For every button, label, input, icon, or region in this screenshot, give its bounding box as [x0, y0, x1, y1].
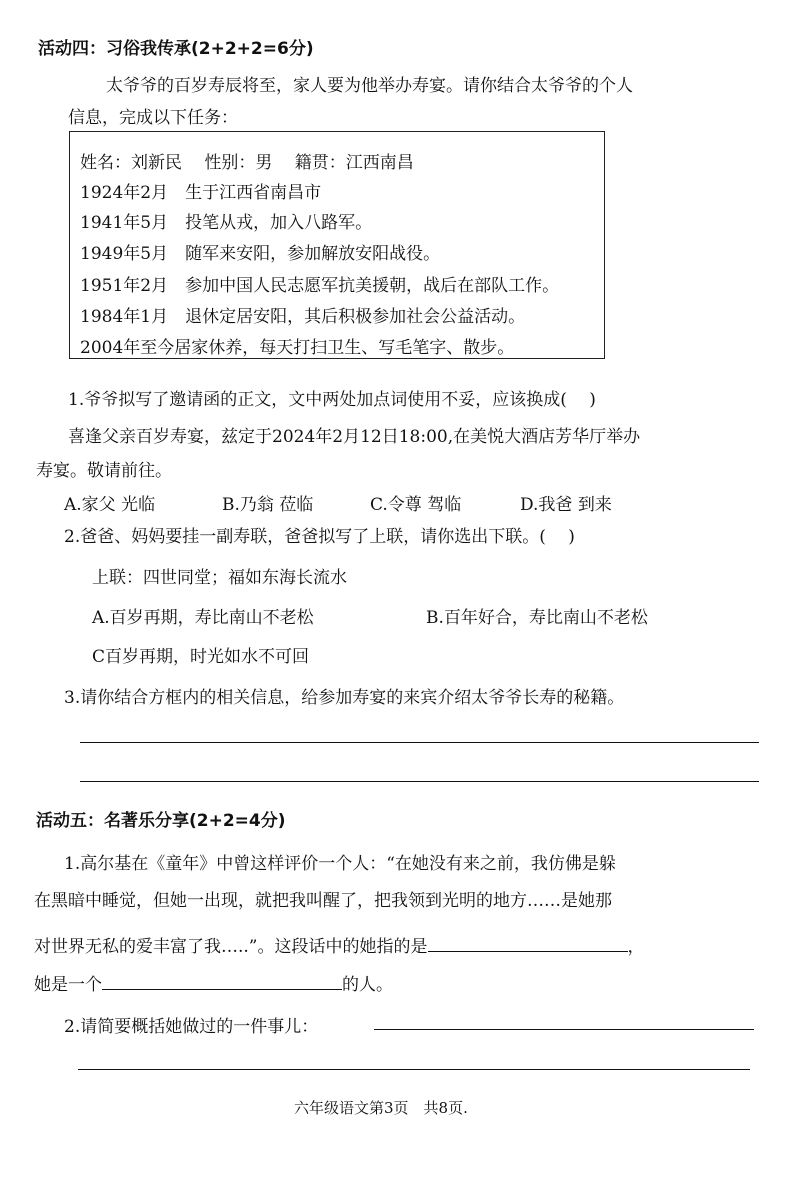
a5-q1-blank-trait[interactable] [102, 973, 342, 990]
a4-q2-option-b: B.百年好合，寿比南山不老松 [426, 608, 648, 628]
a5-q1-line3-text: 对世界无私的爱丰富了我…..”。这段话中的她指的是 [34, 937, 428, 957]
info-line-2004: 2004年至今居家休养，每天打扫卫生、写毛笔字、散步。 [80, 338, 515, 358]
info-line-1951: 1951年2月 参加中国人民志愿军抗美援朝，战后在部队工作。 [80, 276, 560, 296]
a4-q1-text-line1: 喜逢父亲百岁寿宴，兹定于2024年2月12日18:00,在美悦大酒店芳华厅举办 [68, 427, 641, 447]
a5-q2-answer-line-2[interactable] [78, 1069, 750, 1070]
a4-question-1: 1.爷爷拟写了邀请函的正文，文中两处加点词使用不妥，应该换成( ) [68, 390, 596, 410]
info-line-1949: 1949年5月 随军来安阳，参加解放安阳战役。 [80, 244, 441, 264]
a5-q1-blank-who[interactable] [428, 935, 628, 952]
a4-q1-option-b: B.乃翁 莅临 [222, 495, 314, 515]
a5-q1-line4-end: 的人。 [342, 975, 393, 995]
a5-q1-line4 [34, 970, 393, 995]
a4-q2-option-c: C百岁再期，时光如水不可回 [92, 647, 310, 667]
info-line-1984: 1984年1月 退休定居安阳，其后积极参加社会公益活动。 [80, 307, 526, 327]
page-footer: 六年级语文第3页 共8页. [294, 1099, 468, 1117]
a4-q3-answer-line-2[interactable] [80, 781, 759, 782]
a5-q1-line4-start: 她是一个 [34, 975, 102, 995]
a5-q1-line3-comma: ， [627, 937, 645, 957]
activity4-intro-line1: 太爷爷的百岁寿辰将至，家人要为他举办寿宴。请你结合太爷爷的个人 [106, 76, 633, 96]
a4-question-3: 3.请你结合方框内的相关信息，给参加寿宴的来宾介绍太爷爷长寿的秘籍。 [64, 688, 625, 708]
a4-question-2: 2.爸爸、妈妈要挂一副寿联，爸爸拟写了上联，请你选出下联。( ) [64, 527, 575, 547]
a4-q1-option-c: C.令尊 驾临 [370, 495, 462, 515]
activity5-heading: 活动五：名著乐分享(2+2=4分) [36, 811, 286, 831]
a4-q1-text-line2: 寿宴。敬请前往。 [36, 461, 172, 481]
activity4-intro-line2: 信息，完成以下任务： [68, 108, 238, 128]
activity4-heading: 活动四：习俗我传承(2+2+2=6分) [38, 39, 314, 59]
info-name-line: 姓名：刘新民 性别：男 籍贯：江西南昌 [80, 153, 414, 173]
a5-q1-line1: 1.高尔基在《童年》中曾这样评价一个人：“在她没有来之前，我仿佛是躲 [64, 854, 616, 874]
a4-q3-answer-line-1[interactable] [80, 742, 759, 743]
info-line-1924: 1924年2月 生于江西省南昌市 [80, 183, 322, 203]
a5-question-2: 2.请简要概括她做过的一件事儿： [64, 1017, 319, 1037]
a4-q2-upper-couplet: 上联：四世同堂；福如东海长流水 [92, 568, 347, 588]
a5-q1-line3 [34, 932, 645, 957]
a4-q1-option-d: D.我爸 到来 [520, 495, 612, 515]
info-line-1941: 1941年5月 投笔从戎，加入八路军。 [80, 213, 373, 233]
a5-q1-line2: 在黑暗中睡觉，但她一出现，就把我叫醒了，把我领到光明的地方……是她那 [34, 891, 612, 911]
a4-q2-option-a: A.百岁再期，寿比南山不老松 [92, 608, 314, 628]
a5-q2-answer-line-1[interactable] [374, 1029, 754, 1030]
a4-q1-option-a: A.家父 光临 [64, 495, 156, 515]
